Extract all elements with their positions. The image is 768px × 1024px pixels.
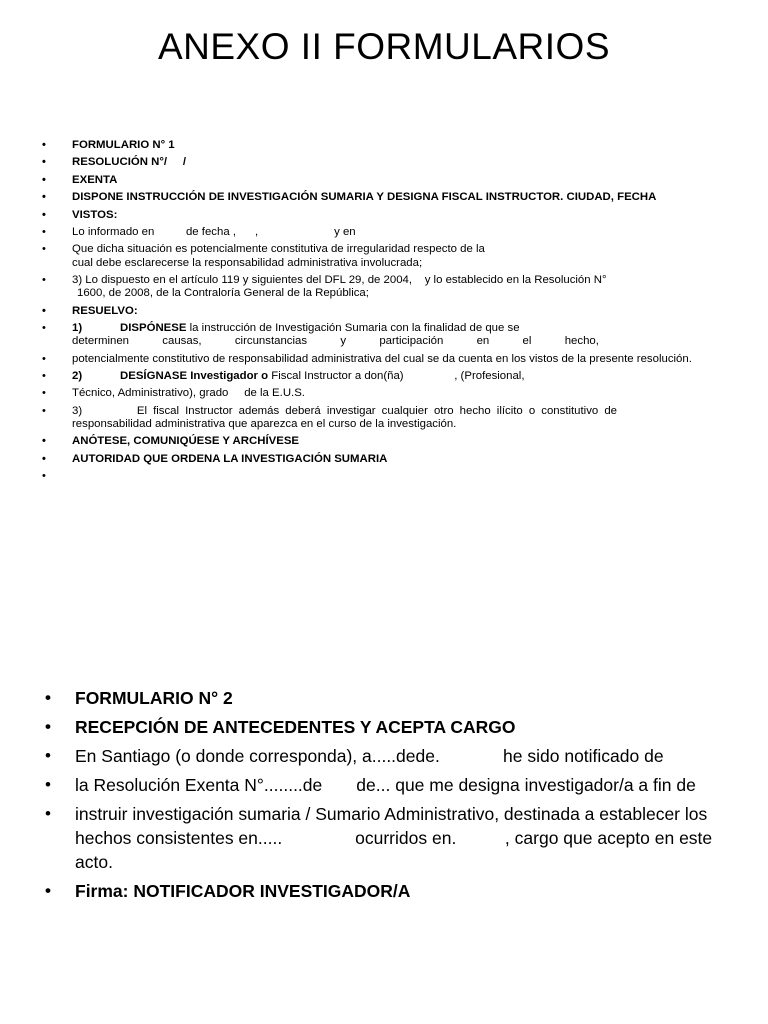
word: y <box>340 335 347 348</box>
text-line: • 3) Lo dispuesto en el artículo 119 y siguientes del DFL 29, de 2004, y lo establecido en la Resolución N° <box>72 273 607 286</box>
text-line: cual debe esclarecerse la responsabilidad administrativa involucrada; <box>72 256 423 269</box>
text-line: • Que dicha situación es potencialmente constitutiva de irregularidad respecto de la <box>72 243 485 256</box>
justified-line <box>72 335 599 348</box>
list-item: • En Santiago (o donde corresponda), a.....dede. he sido notificado de <box>45 744 735 768</box>
list-item: • ANÓTESE, COMUNIQÚESE Y ARCHÍVESE <box>42 435 722 448</box>
list-item: • FORMULARIO N° 1 <box>42 139 722 152</box>
text-line: hechos consistentes en..... ocurridos en. , cargo que acepto en este acto. <box>75 828 718 872</box>
formulario-2-list <box>45 686 735 908</box>
text-line: 1600, de 2008, de la Contraloría General de la República; <box>77 287 369 300</box>
list-item: • Técnico, Administrativo), grado de la E.U.S. <box>42 387 722 400</box>
list-item: • potencialmente constitutivo de responsabilidad administrativa del cual se da cuenta en los vistos de la presente resolución. <box>42 353 722 366</box>
list-item: • AUTORIDAD QUE ORDENA LA INVESTIGACIÓN SUMARIA <box>42 453 722 466</box>
text-line: • instruir investigación sumaria / Sumario Administrativo, destinada a establecer los <box>75 804 708 824</box>
list-item: • DISPONE INSTRUCCIÓN DE INVESTIGACIÓN SUMARIA Y DESIGNA FISCAL INSTRUCTOR. CIUDAD, FECHA <box>42 191 722 204</box>
word: circunstancias <box>234 335 308 348</box>
word: causas, <box>162 335 202 348</box>
text-line: Fiscal Instructor a don(ña) , (Profesional, <box>268 369 525 382</box>
list-item: • RESUELVO: <box>42 305 722 318</box>
list-item: • EXENTA <box>42 174 722 187</box>
list-item <box>45 802 735 874</box>
list-item <box>42 274 722 300</box>
list-item: • la Resolución Exenta N°........de de... que me designa investigador/a a fin de <box>45 773 735 797</box>
word: en <box>476 335 490 348</box>
list-item: • RESOLUCIÓN N°/ / <box>42 156 722 169</box>
item-number: 2) <box>72 369 83 382</box>
list-item <box>42 470 722 483</box>
list-item <box>42 370 722 383</box>
list-item: • FORMULARIO N° 2 <box>45 686 735 710</box>
page-title: ANEXO II FORMULARIOS <box>157 26 610 67</box>
formulario-1-list <box>42 139 722 487</box>
list-item: • VISTOS: <box>42 209 722 222</box>
word: participación <box>379 335 444 348</box>
list-item <box>42 322 722 348</box>
word: el <box>522 335 532 348</box>
list-item: • RECEPCIÓN DE ANTECEDENTES Y ACEPTA CARGO <box>45 715 735 739</box>
item-number: 1) <box>72 321 83 334</box>
list-item <box>42 243 722 269</box>
list-item: • Lo informado en de fecha , , y en <box>42 226 722 239</box>
text-line: la instrucción de Investigación Sumaria con la finalidad de que se <box>186 321 520 334</box>
word: determinen <box>72 335 129 348</box>
list-item: • 3) El fiscal Instructor además deberá investigar cualquier otro hecho ilícito o constitutivo de responsabilidad administrativa que aparezca en el curso de la investigación. <box>42 405 617 431</box>
list-item: • Firma: NOTIFICADOR INVESTIGADOR/A <box>45 879 735 903</box>
word: hecho, <box>564 335 599 348</box>
keyword: DESÍGNASE Investigador o <box>120 369 269 382</box>
keyword: DISPÓNESE <box>120 321 187 334</box>
